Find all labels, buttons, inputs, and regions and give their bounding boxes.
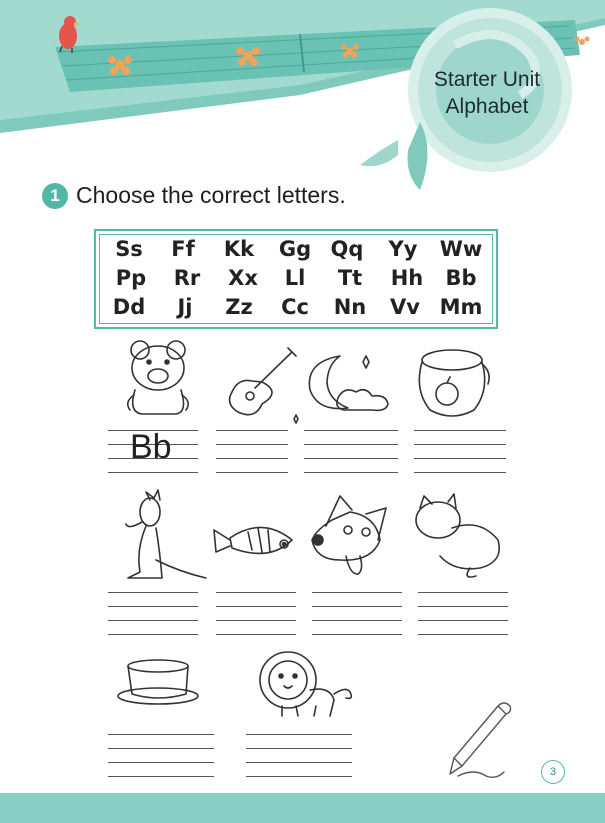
writing-lines[interactable] xyxy=(312,592,402,636)
letter-pair: Yy xyxy=(388,237,418,261)
bear-picture xyxy=(128,341,189,414)
writing-lines[interactable] xyxy=(246,734,352,778)
exercise-number-badge: 1 xyxy=(42,183,68,209)
jar-picture xyxy=(419,350,489,416)
letter-pair: Zz xyxy=(225,295,253,319)
letter-pair: Nn xyxy=(333,295,367,319)
writing-lines[interactable] xyxy=(414,430,506,474)
pencil-icon xyxy=(450,703,511,777)
fish-picture xyxy=(214,527,292,553)
letter-pair: Qq xyxy=(330,237,364,261)
letter-pair: Ww xyxy=(439,237,483,261)
lion-picture xyxy=(260,652,351,716)
letter-pair: Jj xyxy=(177,295,193,319)
exercise-instruction: Choose the correct letters. xyxy=(76,182,346,208)
writing-lines[interactable] xyxy=(304,430,398,474)
letter-pair: Xx xyxy=(228,266,258,290)
writing-lines[interactable] xyxy=(108,592,198,636)
writing-lines[interactable] xyxy=(216,430,288,474)
letter-pair: Gg xyxy=(278,237,312,261)
writing-lines[interactable] xyxy=(108,734,214,778)
letter-pair: Hh xyxy=(390,266,424,290)
page-number: 3 xyxy=(541,760,565,784)
moon-picture xyxy=(294,356,388,423)
cat-picture xyxy=(416,494,499,577)
writing-lines[interactable] xyxy=(418,592,508,636)
letter-pair: Ll xyxy=(284,266,306,290)
letter-pair: Vv xyxy=(390,295,420,319)
sample-answer: Bb xyxy=(130,428,172,466)
letter-pair: Tt xyxy=(337,266,363,290)
footer-bar xyxy=(0,793,605,823)
letter-pair: Ss xyxy=(115,237,143,261)
letter-pair: Kk xyxy=(223,237,255,261)
kangaroo-picture xyxy=(126,490,206,578)
dog-picture xyxy=(312,496,386,574)
unit-line2: Alphabet xyxy=(445,95,529,118)
letter-pair: Cc xyxy=(281,295,309,319)
letter-pair: Bb xyxy=(445,266,477,290)
letter-pair: Rr xyxy=(173,266,201,290)
letter-pair: Mm xyxy=(439,295,483,319)
guitar-picture xyxy=(230,348,296,415)
hat-picture xyxy=(118,660,198,704)
letter-pair: Dd xyxy=(112,295,146,319)
writing-lines[interactable] xyxy=(216,592,296,636)
unit-line1: Starter Unit xyxy=(433,68,541,91)
letter-pair: Pp xyxy=(115,266,147,290)
letter-pair: Ff xyxy=(171,237,195,261)
